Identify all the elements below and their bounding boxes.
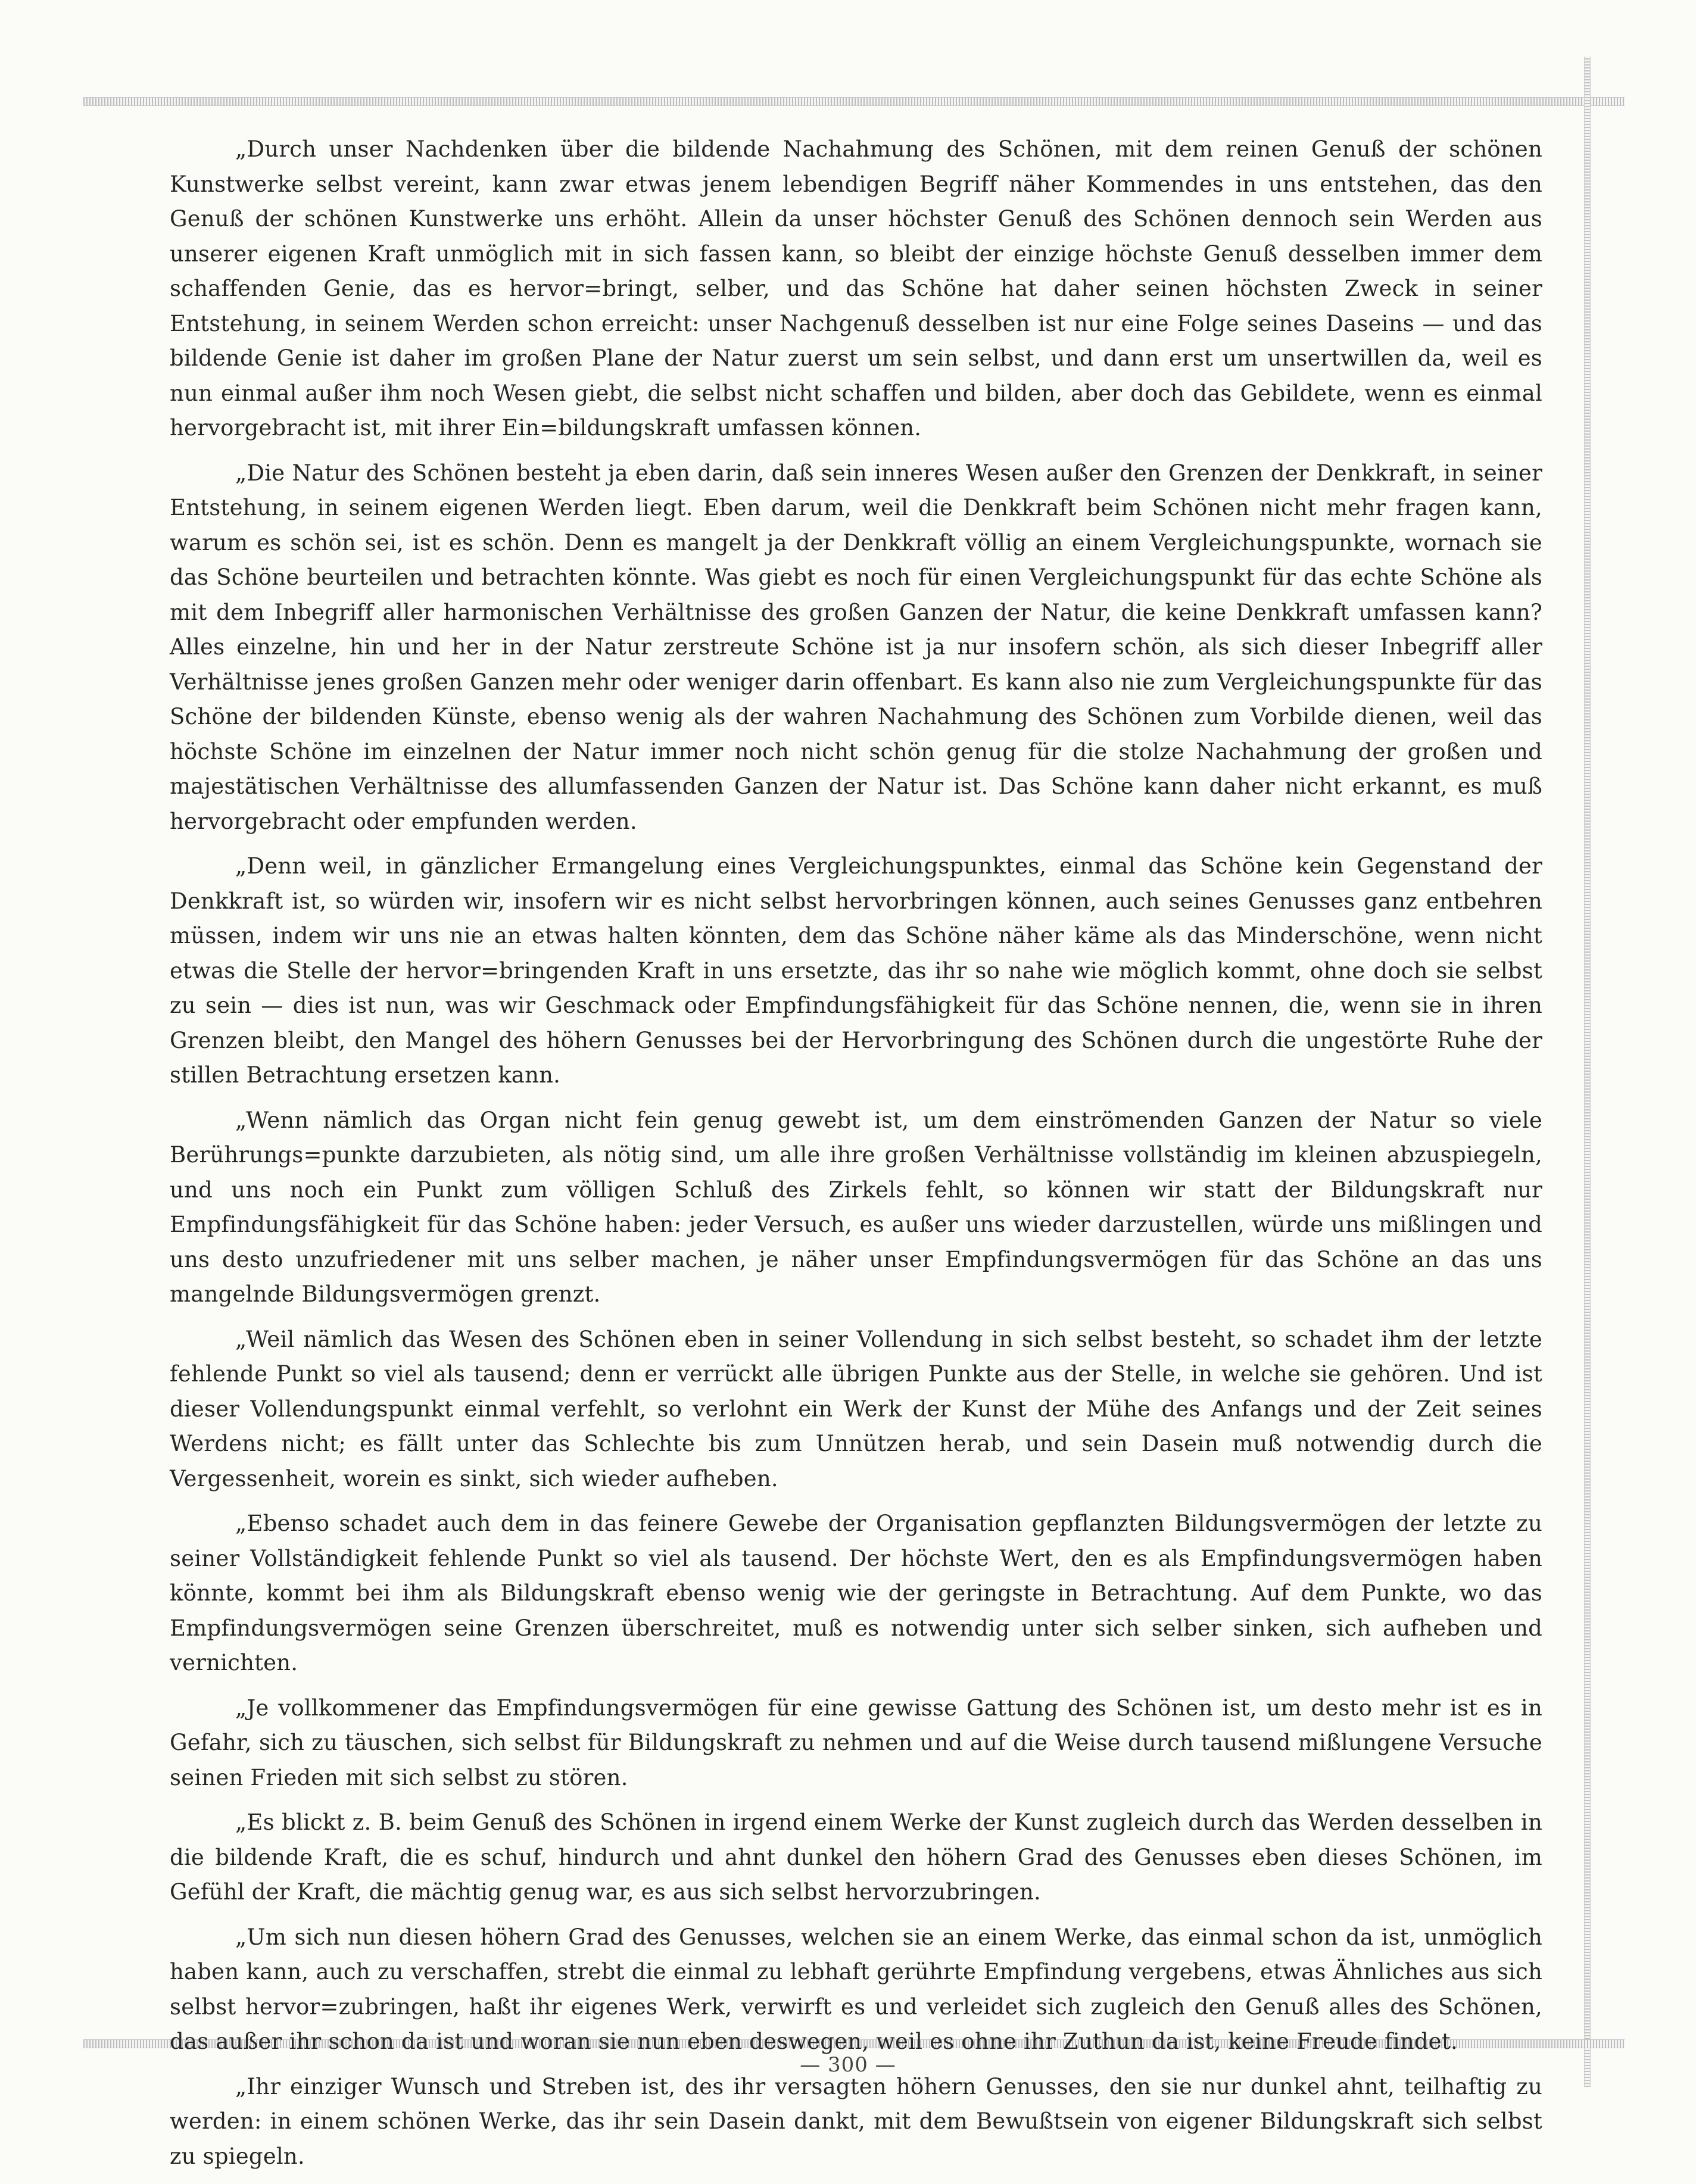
paragraph: „Weil nämlich das Wesen des Schönen eben in seiner Vollendung in sich selbst besteht, so schadet ihm der letzte fehlende Punkt so viel als tausend; denn er verrückt alle übrigen Punkte aus der Stelle, in welche sie gehören. Und ist dieser Vollendungspunkt einmal verfehlt, so verlohnt ein Werk der Kunst der Mühe des Anfangs und der Zeit seines Werdens nicht; es fällt unter das Schlechte bis zum Unnützen herab, und sein Dasein muß notwendig durch die Vergessenheit, worein es sinkt, sich wieder aufheben.	[170, 1326, 1542, 1492]
paragraph: „Um sich nun diesen höhern Grad des Genusses, welchen sie an einem Werke, das einmal schon da ist, unmöglich haben kann, auch zu verschaffen, strebt die einmal zu lebhaft gerührte Empfindung vergebens, etwas Ähnliches aus sich selbst hervor=zubringen, haßt ihr eigenes Werk, verwirft es und verleidet sich zugleich den Genuß alles des Schönen, das außer ihr schon da ist und woran sie nun eben deswegen, weil es ohne ihr Zuthun da ist, keine Freude findet.	[170, 1924, 1542, 2054]
paragraph: „Es blickt z. B. beim Genuß des Schönen in irgend einem Werke der Kunst zugleich durch das Werden desselben in die bildende Kraft, die es schuf, hindurch und ahnt dunkel den höhern Grad des Genusses eben dieses Schönen, im Gefühl der Kraft, die mächtig genug war, es aus sich selbst hervorzubringen.	[170, 1809, 1542, 1905]
paragraph: „Denn weil, in gänzlicher Ermangelung eines Vergleichungspunktes, einmal das Schöne kein Gegenstand der Denkkraft ist, so würden wir, insofern wir es nicht selbst hervorbringen können, auch seines Genusses ganz entbehren müssen, indem wir uns nie an etwas halten könnten, dem das Schöne näher käme als das Minderschöne, wenn nicht etwas die Stelle der hervor=bringenden Kraft in uns ersetzte, das ihr so nahe wie möglich kommt, ohne doch sie selbst zu sein — dies ist nun, was wir Geschmack oder Empfindungsfähigkeit für das Schöne nennen, die, wenn sie in ihren Grenzen bleibt, den Mangel des höhern Genusses bei der Hervorbringung des Schönen durch die ungestörte Ruhe der stillen Betrachtung ersetzen kann.	[170, 853, 1542, 1088]
paragraph: „Durch unser Nachdenken über die bildende Nachahmung des Schönen, mit dem reinen Genuß der schönen Kunstwerke selbst vereint, kann zwar etwas jenem lebendigen Begriff näher Kommendes in uns entstehen, das den Genuß der schönen Kunstwerke uns erhöht. Allein da unser höchster Genuß des Schönen dennoch sein Werden aus unserer eigenen Kraft unmöglich mit in sich fassen kann, so bleibt der einzige höchste Genuß desselben immer dem schaffenden Genie, das es hervor=bringt, selber, und das Schöne hat daher seinen höchsten Zweck in seiner Entstehung, in seinem Werden schon erreicht: unser Nachgenuß desselben ist nur eine Folge seines Daseins — und das bildende Genie ist daher im großen Plane der Natur zuerst um sein selbst, und dann erst um unsertwillen da, weil es nun einmal außer ihm noch Wesen giebt, die selbst nicht schaffen und bilden, aber doch das Gebildete, wenn es einmal hervorgebracht ist, mit ihrer Ein=bildungskraft umfassen können.	[170, 136, 1542, 441]
paragraph: „Ebenso schadet auch dem in das feinere Gewebe der Organisation gepflanzten Bildungsvermögen der letzte zu seiner Vollständigkeit fehlende Punkt so viel als tausend. Der höchste Wert, den es als Empfindungsvermögen haben könnte, kommt bei ihm als Bildungskraft ebenso wenig wie der geringste in Betrachtung. Auf dem Punkte, wo das Empfindungsvermögen seine Grenzen überschreitet, muß es notwendig unter sich selber sinken, sich aufheben und vernichten.	[170, 1511, 1542, 1676]
paragraph: „Je vollkommener das Empfindungsvermögen für eine gewisse Gattung des Schönen ist, um desto mehr ist es in Gefahr, sich zu täuschen, sich selbst für Bildungskraft zu nehmen und auf die Weise durch tausend mißlungene Versuche seinen Frieden mit sich selbst zu stören.	[170, 1695, 1542, 1790]
paragraph: „Ihr einziger Wunsch und Streben ist, des ihr versagten höhern Genusses, den sie nur dunkel ahnt, teilhaftig zu werden: in einem schönen Werke, das ihr sein Dasein dankt, mit dem Bewußtsein von eigener Bildungskraft sich selbst zu spiegeln.	[170, 2073, 1542, 2169]
page-number: — 300 —	[800, 2053, 896, 2077]
right-border-rule	[1584, 57, 1591, 2087]
paragraph: „Wenn nämlich das Organ nicht fein genug gewebt ist, um dem einströmenden Ganzen der Natur so viele Berührungs=punkte darzubieten, als nötig sind, um alle ihre großen Verhältnisse vollständig im kleinen abzuspiegeln, und uns noch ein Punkt zum völligen Schluß des Zirkels fehlt, so können wir statt der Bildungskraft nur Empfindungsfähigkeit für das Schöne haben: jeder Versuch, es außer uns wieder darzustellen, würde uns mißlingen und uns desto unzufriedener mit uns selber machen, je näher unser Empfindungsvermögen für das Schöne an das uns mangelnde Bildungsvermögen grenzt.	[170, 1107, 1542, 1307]
top-border-rule	[83, 97, 1625, 106]
body-text	[170, 132, 1542, 2184]
paragraph: „Die Natur des Schönen besteht ja eben darin, daß sein inneres Wesen außer den Grenzen der Denkkraft, in seiner Entstehung, in seinem eigenen Werden liegt. Eben darum, weil die Denkkraft beim Schönen nicht mehr fragen kann, warum es schön sei, ist es schön. Denn es mangelt ja der Denkkraft völlig an einem Vergleichungspunkte, wornach sie das Schöne beurteilen und betrachten könnte. Was giebt es noch für einen Vergleichungspunkt für das echte Schöne als mit dem Inbegriff aller harmonischen Verhältnisse des großen Ganzen der Natur, die keine Denkkraft umfassen kann? Alles einzelne, hin und her in der Natur zerstreute Schöne ist ja nur insofern schön, als sich dieser Inbegriff aller Verhältnisse jenes großen Ganzen mehr oder weniger darin offenbart. Es kann also nie zum Vergleichungspunkte für das Schöne der bildenden Künste, ebenso wenig als der wahren Nachahmung des Schönen zum Vorbilde dienen, weil das höchste Schöne im einzelnen der Natur immer noch nicht schön genug für die stolze Nachahmung der großen und majestätischen Verhältnisse des allumfassenden Ganzen der Natur ist. Das Schöne kann daher nicht erkannt, es muß hervorgebracht oder empfunden werden.	[170, 460, 1542, 834]
